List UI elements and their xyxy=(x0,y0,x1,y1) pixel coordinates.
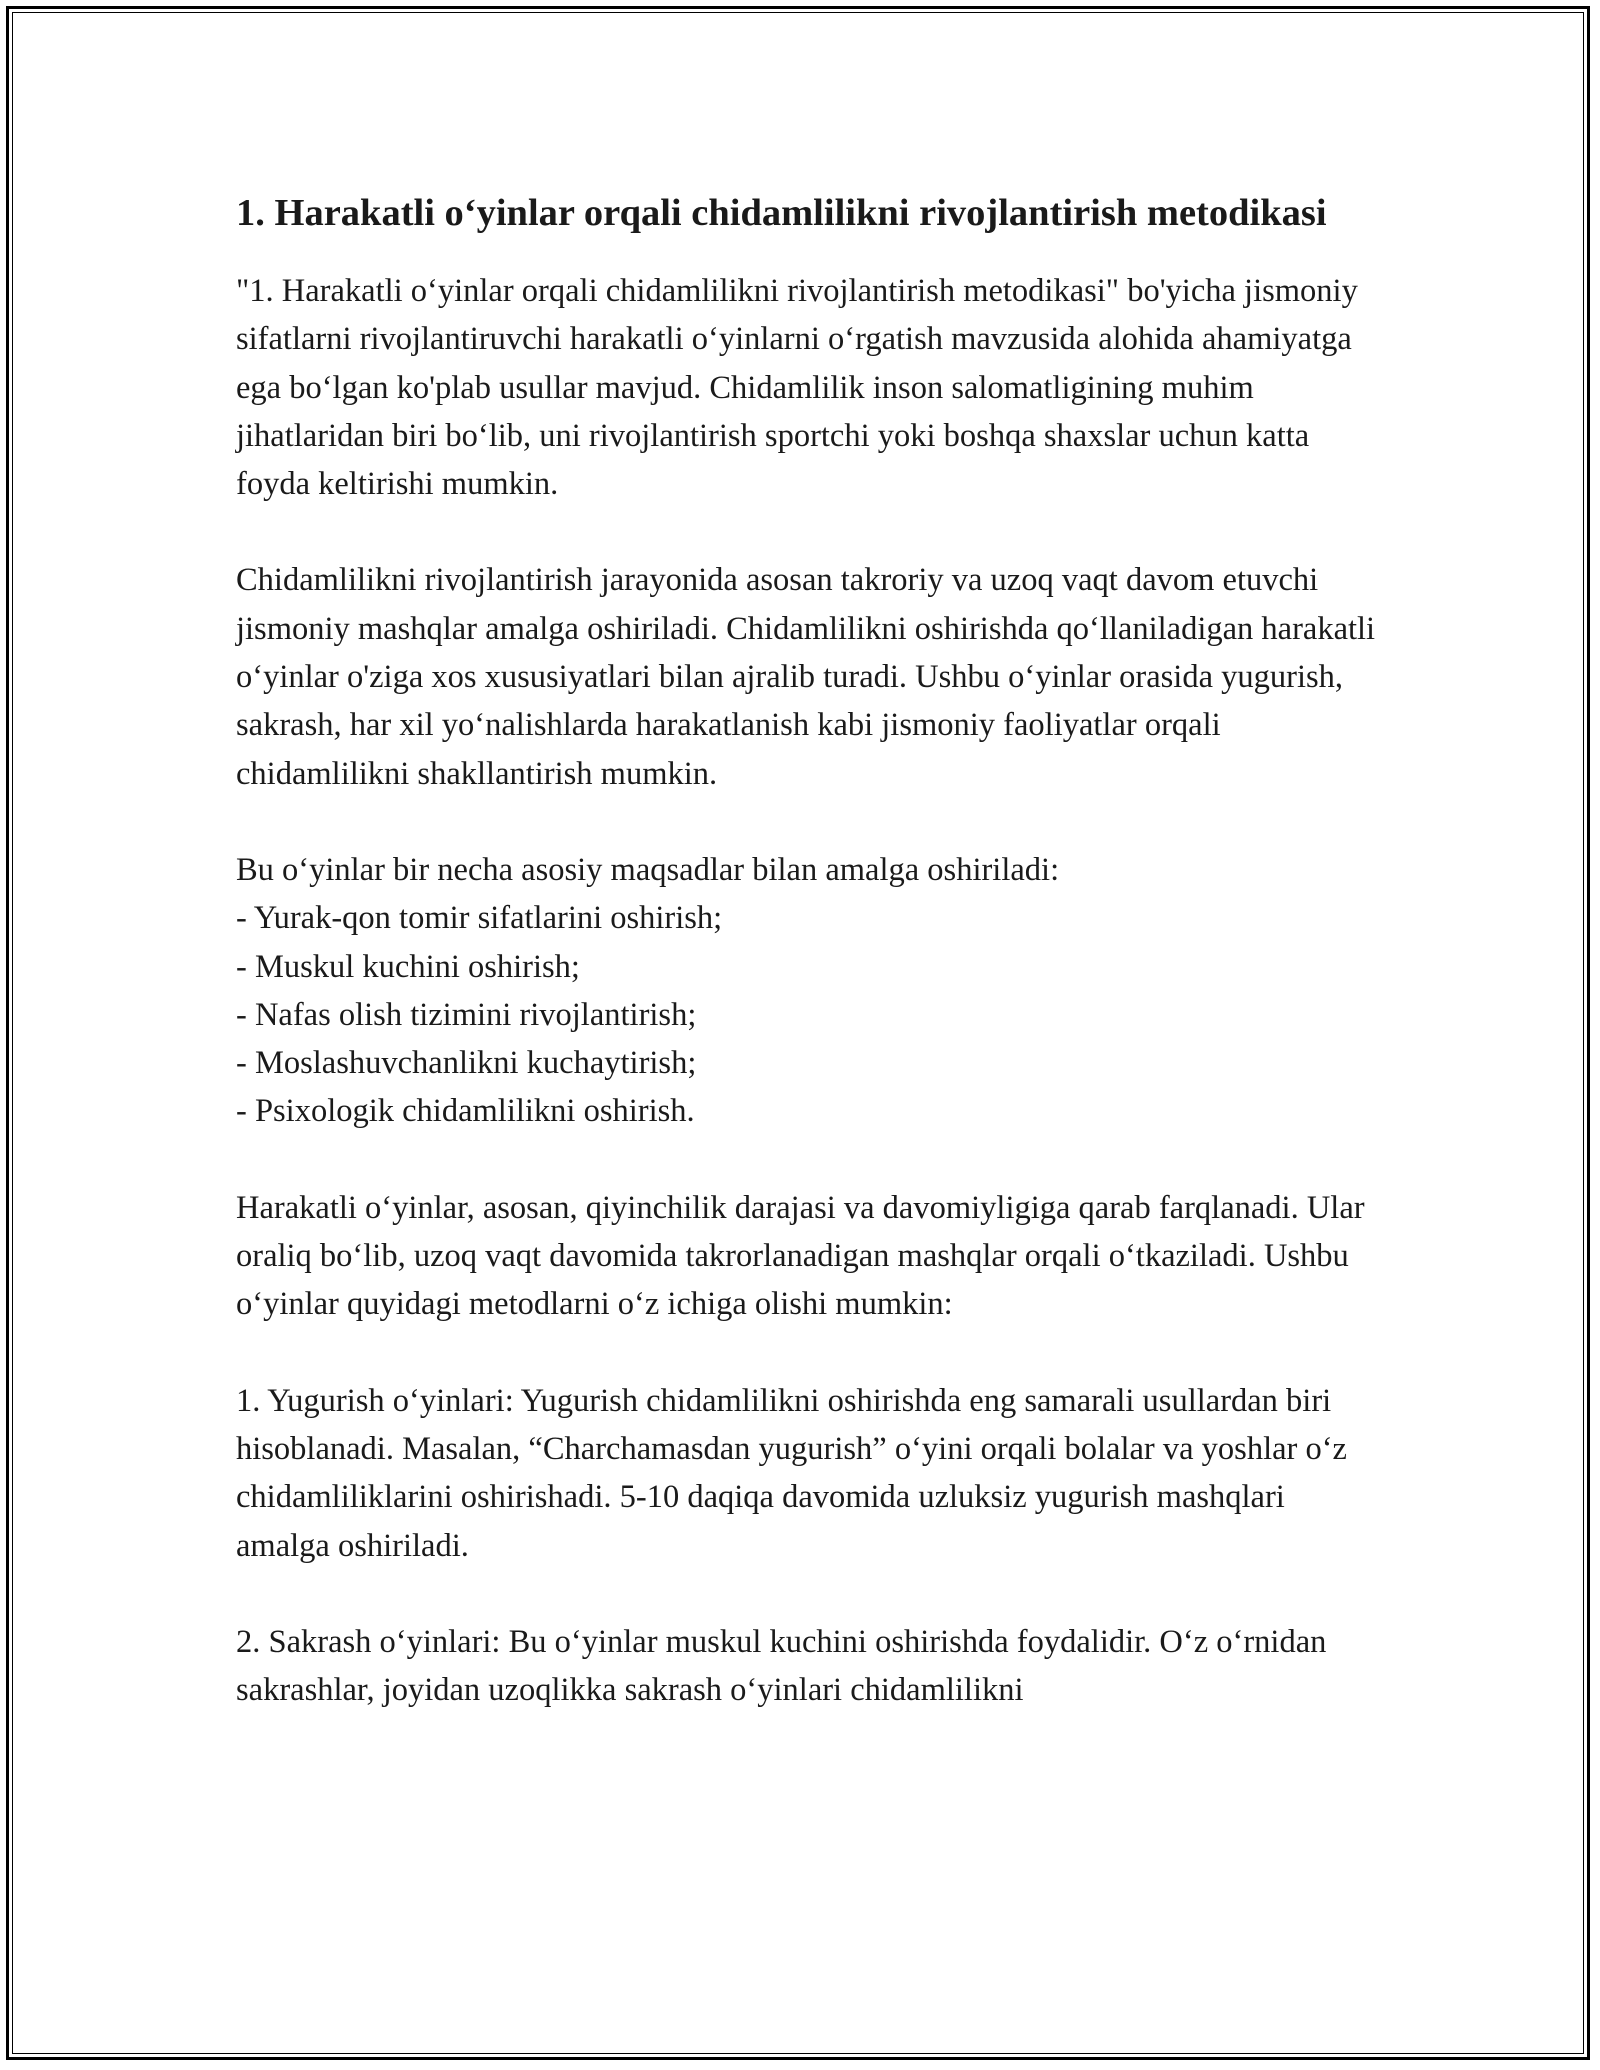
paragraph-methods: Harakatli o‘yinlar, asosan, qiyinchilik darajasi va davomiyligiga qarab farqlanadi. Ular oraliq bo‘lib, uzoq vaqt davomida takrorlanadigan mashqlar orqali o‘tkaziladi. Ushbu o‘yinlar quyidagi metodlarni o‘z ichiga olishi mumkin: xyxy=(236,1189,1373,1323)
paragraph-jumping-games: 2. Sakrash o‘yinlari: Bu o‘yinlar muskul kuchini oshirishda foydalidir. O‘z o‘rnidan sakrashlar, joyidan uzoqlikka sakrash o‘yinlari chidamlilikni xyxy=(236,1623,1335,1709)
paragraph-intro: "1. Harakatli o‘yinlar orqali chidamlilikni rivojlantirish metodikasi" bo'yicha jismoniy sifatlarni rivojlantiruvchi harakatli o‘yinlarni o‘rgatish mavzusida alohida ahamiyatga ega bo‘lgan ko'plab usullar mavjud. Chidamlilik inson salomatligining muhim jihatlaridan biri bo‘lib, uni rivojlantirish sportchi yoki boshqa shaxslar uchun katta foyda keltirishi mumkin. xyxy=(236,273,1366,503)
paragraph-process: Chidamlilikni rivojlantirish jarayonida asosan takroriy va uzoq vaqt davom etuvchi jismoniy mashqlar amalga oshiriladi. Chidamlilikni oshirishda qo‘llaniladigan harakatli o‘yinlar o'ziga xos xususiyatlari bilan ajralib turadi. Ushbu o‘yinlar orasida yugurish, sakrash, har xil yo‘nalishlarda harakatlanish kabi jismoniy faoliyatlar orqali chidamlilikni shakllantirish mumkin. xyxy=(236,562,1384,792)
goals-list xyxy=(236,846,1376,1136)
paragraph-running-games: 1. Yugurish o‘yinlari: Yugurish chidamlilikni oshirishda eng samarali usullardan biri hisoblanadi. Masalan, “Charchamasdan yugurish” o‘yini orqali bolalar va yoshlar o‘z chidamliliklarini oshirishadi. 5-10 daqiqa davomida uzluksiz yugurish mashqlari amalga oshiriladi. xyxy=(236,1382,1356,1564)
goals-intro: Bu o‘yinlar bir necha asosiy maqsadlar bilan amalga oshiriladi: xyxy=(236,851,1060,888)
list-item: - Moslashuvchanlikni kuchaytirish; xyxy=(236,1045,697,1082)
list-item: - Yurak-qon tomir sifatlarini oshirish; xyxy=(236,900,723,937)
document-body xyxy=(236,186,1384,1762)
document-title: 1. Harakatli o‘yinlar orqali chidamlilikni rivojlantirish metodikasi xyxy=(236,192,1327,234)
list-item: - Muskul kuchini oshirish; xyxy=(236,948,580,985)
list-item: - Nafas olish tizimini rivojlantirish; xyxy=(236,996,697,1033)
list-item: - Psixologik chidamlilikni oshirish. xyxy=(236,1093,695,1130)
